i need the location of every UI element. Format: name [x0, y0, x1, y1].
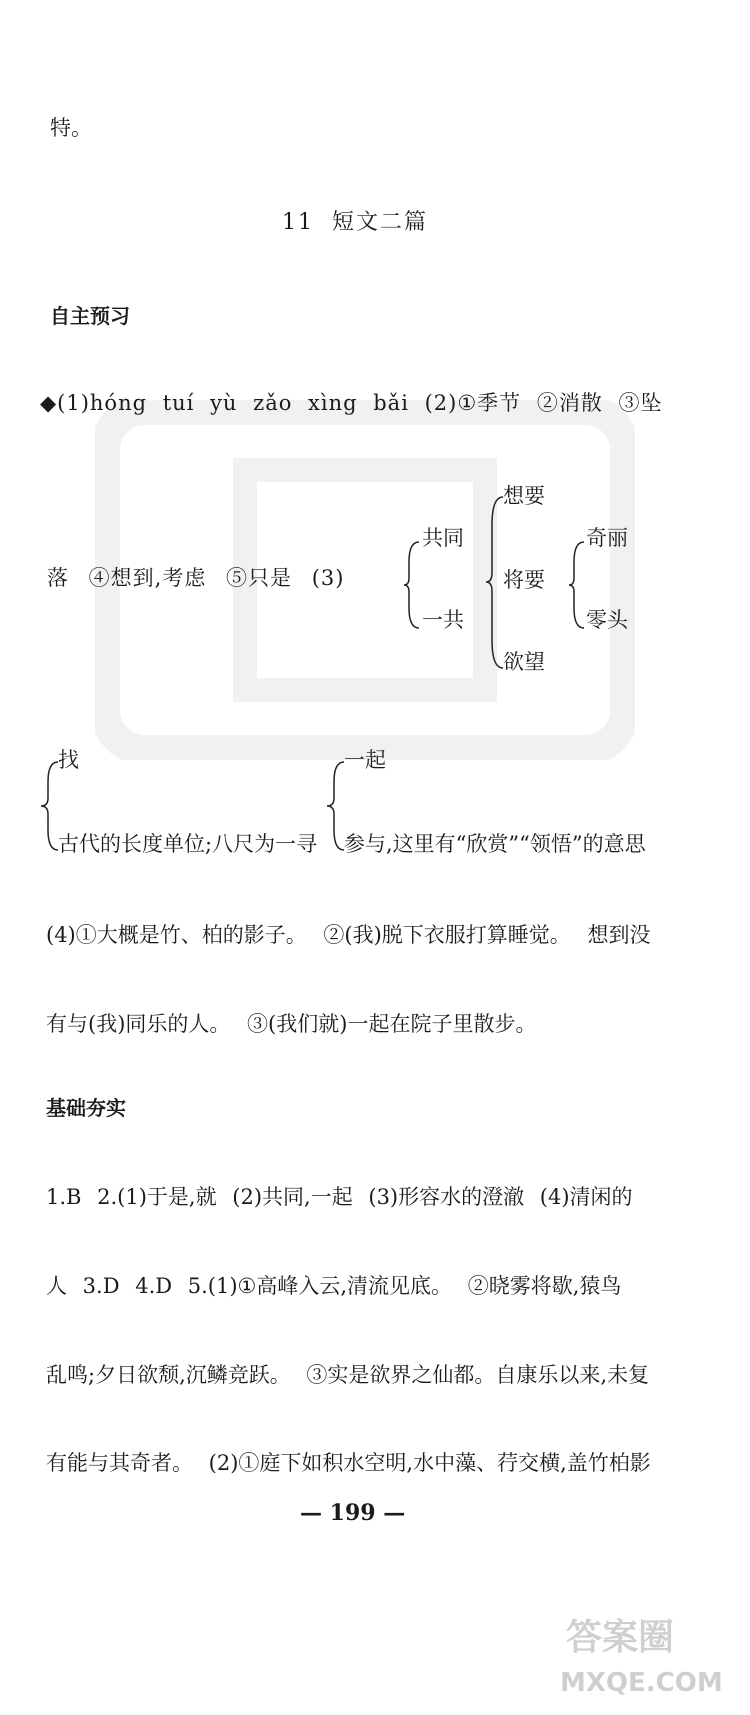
tree-c-item-1: 奇丽: [586, 526, 628, 550]
tree-e-item-2: 参与,这里有“欣赏”“领悟”的意思: [344, 832, 646, 856]
tree-c-item-2: 零头: [586, 608, 628, 632]
preview-line-2: 落 ④想到,考虑 ⑤只是 (3): [47, 566, 345, 590]
basics-line-1: 1.B 2.(1)于是,就 (2)共同,一起 (3)形容水的澄澈 (4)清闲的: [46, 1185, 633, 1209]
brace-d: [40, 760, 60, 852]
preview-line-5: 有与(我)同乐的人。 ③(我们就)一起在院子里散步。: [46, 1012, 537, 1036]
basics-line-4: 有能与其奇者。 (2)①庭下如积水空明,水中藻、荇交横,盖竹柏影: [46, 1451, 651, 1475]
tree-b-item-2: 将要: [503, 568, 545, 592]
tree-b-item-1: 想要: [503, 484, 545, 508]
tree-a-item-1: 共同: [422, 526, 464, 550]
section-heading-basics: 基础夯实: [46, 1096, 126, 1120]
basics-line-3: 乱鸣;夕日欲颓,沉鳞竞跃。 ③实是欲界之仙都。自康乐以来,未复: [46, 1363, 650, 1387]
basics-line-2: 人 3.D 4.D 5.(1)①高峰入云,清流见底。 ②晓雾将歇,猿鸟: [46, 1274, 622, 1298]
tree-e-item-1: 一起: [344, 748, 386, 772]
brace-e: [326, 760, 346, 852]
corner-watermark-text: 答案圈: [566, 1617, 675, 1658]
lesson-title-text: 短文二篇: [332, 210, 429, 235]
section-heading-preview: 自主预习: [50, 304, 130, 328]
preview-line-4: (4)①大概是竹、柏的影子。 ②(我)脱下衣服打算睡觉。 想到没: [46, 923, 651, 947]
tree-b-item-3: 欲望: [503, 650, 545, 674]
brace-b: [485, 495, 505, 670]
top-fragment: 特。: [50, 116, 92, 140]
lesson-number: 11: [282, 210, 314, 235]
preview-line-1: ◆(1)hóng tuí yù zǎo xìng bǎi (2)①季节 ②消散 ③坠: [40, 391, 663, 415]
page-number: — 199 —: [300, 1500, 406, 1526]
brace-c: [568, 540, 586, 630]
corner-watermark-url: MXQE.COM: [560, 1668, 723, 1698]
tree-a-item-2: 一共: [422, 608, 464, 632]
tree-d-item-1: 找: [58, 748, 79, 772]
lesson-title: [282, 212, 428, 234]
brace-a: [403, 540, 421, 630]
tree-d-item-2: 古代的长度单位;八尺为一寻: [58, 832, 318, 856]
